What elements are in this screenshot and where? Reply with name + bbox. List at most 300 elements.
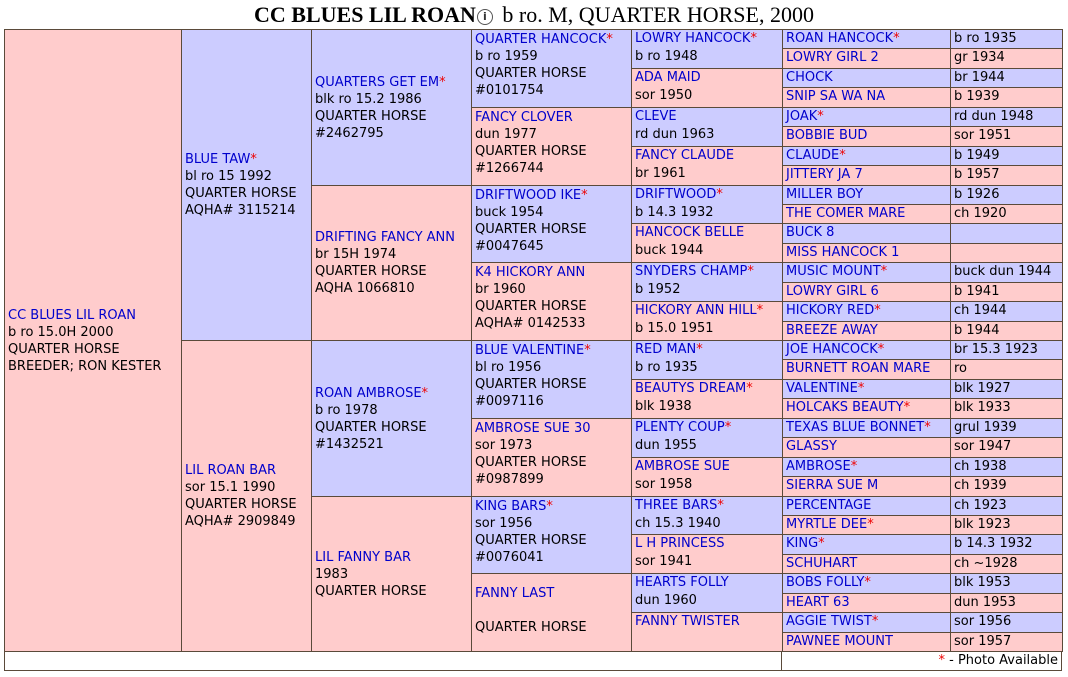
horse-info	[954, 225, 958, 240]
horse-name-link[interactable]	[786, 459, 851, 474]
horse-name-link[interactable]	[635, 264, 747, 279]
gen5-name-cell	[782, 29, 951, 49]
horse-name-link[interactable]	[786, 614, 872, 629]
horse-info-line: #1432521	[315, 436, 384, 452]
gen4-cell	[631, 29, 783, 69]
gen5-info-cell	[950, 165, 1063, 186]
horse-name-link[interactable]	[185, 152, 250, 167]
horse-info-line: sor 1950	[635, 88, 693, 103]
horse-name: CHOCK	[786, 70, 833, 85]
horse-name: PAWNEE MOUNT	[786, 634, 893, 649]
horse-info-line: b ro 1978	[315, 402, 378, 418]
gen4-cell	[631, 612, 783, 652]
gen5-name-cell	[782, 204, 951, 224]
photo-star: *	[864, 575, 871, 590]
gen5-name-cell	[782, 146, 951, 166]
horse-name-link[interactable]	[786, 89, 885, 104]
horse-name: THREE BARS	[635, 498, 718, 513]
horse-info-line: #0076041	[475, 550, 544, 565]
footer-blank-cell	[4, 651, 782, 671]
horse-info-line: QUARTER HORSE	[315, 419, 427, 435]
horse-info-line: blk 1938	[635, 399, 692, 414]
horse-info: gr 1934	[954, 50, 1005, 65]
gen5-info-cell	[950, 204, 1063, 224]
gen5-name-cell	[782, 243, 951, 263]
horse-name-link[interactable]	[786, 109, 817, 124]
photo-star: *	[857, 381, 865, 396]
horse-entry	[475, 31, 628, 99]
gen5-info-cell	[950, 282, 1063, 302]
photo-star: *	[606, 32, 613, 47]
horse-info: dun 1953	[954, 595, 1016, 610]
horse-info: rd dun 1948	[954, 109, 1034, 124]
gen5-name-cell	[782, 573, 951, 594]
gen5-info-cell	[950, 554, 1063, 574]
horse-name: LOWRY HANCOCK	[635, 31, 751, 46]
gen3-cell	[471, 340, 632, 419]
horse-name-link[interactable]	[315, 386, 422, 401]
horse-info: grul 1939	[954, 420, 1017, 435]
photo-star: *	[746, 381, 753, 396]
horse-name-link[interactable]	[786, 148, 839, 163]
gen5-name-cell	[782, 126, 951, 147]
gen5-info-cell	[950, 379, 1063, 399]
photo-star: *	[250, 152, 257, 167]
photo-star: *	[717, 498, 724, 513]
gen5-info-cell	[950, 398, 1063, 419]
horse-name-link[interactable]	[635, 381, 746, 396]
gen5-name-cell	[782, 185, 951, 205]
horse-name: FANNY LAST	[475, 586, 555, 601]
horse-info-line: blk ro 15.2 1986	[315, 91, 422, 107]
horse-name: HANCOCK BELLE	[635, 225, 745, 240]
horse-entry	[185, 151, 308, 219]
horse-name: HEART 63	[786, 595, 850, 610]
horse-entry	[475, 187, 628, 255]
horse-name: FANCY CLAUDE	[635, 148, 735, 163]
horse-name-link[interactable]	[786, 70, 833, 85]
horse-name-link[interactable]	[475, 265, 585, 280]
horse-name: KING BARS	[475, 499, 547, 514]
gen4-cell	[631, 262, 783, 302]
horse-name-link[interactable]	[635, 225, 744, 240]
horse-entry	[475, 420, 628, 488]
gen2-cell	[311, 185, 472, 341]
horse-info-line: QUARTER HORSE	[475, 377, 587, 392]
horse-name: AGGIE TWIST	[786, 614, 872, 629]
gen5-info-cell	[950, 359, 1063, 380]
horse-info-line: dun 1955	[635, 438, 697, 453]
horse-name: MISS HANCOCK 1	[786, 245, 900, 260]
horse-info-line: #0097116	[475, 394, 544, 409]
horse-name-link[interactable]	[635, 536, 725, 551]
gen5-info-cell	[950, 243, 1063, 263]
photo-star: *	[817, 109, 824, 124]
horse-name-link[interactable]	[635, 109, 677, 124]
gen5-name-cell	[782, 632, 951, 652]
horse-name-link[interactable]	[635, 342, 696, 357]
horse-info: buck dun 1944	[954, 264, 1052, 279]
horse-name: DRIFTING FANCY ANN	[315, 230, 455, 245]
horse-info-line: b 14.3 1932	[635, 205, 714, 220]
horse-info-line: buck 1954	[475, 205, 544, 220]
horse-info: blk 1923	[954, 517, 1011, 532]
horse-name: HOLCAKS BEAUTY	[786, 400, 904, 415]
horse-name-link[interactable]	[786, 536, 818, 551]
horse-name-link[interactable]	[635, 459, 730, 474]
horse-name: SNIP SA WA NA	[786, 89, 886, 104]
photo-star: *	[893, 31, 900, 46]
horse-info-line: bl ro 15 1992	[185, 169, 272, 184]
horse-name-link[interactable]	[786, 323, 878, 338]
horse-name-link[interactable]	[786, 517, 867, 532]
horse-info-line: QUARTER HORSE	[185, 186, 297, 201]
horse-info-line: #0101754	[475, 83, 544, 98]
horse-name-link[interactable]	[315, 550, 411, 565]
horse-name: HEARTS FOLLY	[635, 575, 729, 590]
horse-name: BUCK 8	[786, 225, 835, 240]
horse-name: VALENTINE	[786, 381, 858, 396]
horse-name-link[interactable]	[635, 70, 701, 85]
horse-name: BURNETT ROAN MARE	[786, 361, 931, 376]
horse-info-line: QUARTER HORSE	[315, 264, 427, 279]
gen3-cell	[471, 29, 632, 108]
horse-info: b 1939	[954, 89, 1000, 104]
horse-info-line: sor 1956	[475, 516, 533, 531]
horse-name: SIERRA SUE M	[786, 478, 879, 493]
gen4-cell	[631, 457, 783, 497]
gen4-cell	[631, 496, 783, 535]
horse-info-line: ch 15.3 1940	[635, 516, 721, 531]
photo-star: *	[850, 459, 858, 474]
horse-info: b 1926	[954, 187, 1000, 202]
photo-star: *	[877, 342, 885, 357]
title-details: b ro. M, QUARTER HORSE, 2000	[496, 2, 814, 27]
horse-info: sor 1957	[954, 634, 1012, 649]
horse-name: AMBROSE SUE	[635, 459, 730, 474]
gen5-name-cell	[782, 301, 951, 322]
horse-name: JITTERY JA 7	[786, 167, 863, 182]
horse-name-link[interactable]	[786, 361, 930, 376]
gen5-info-cell	[950, 534, 1063, 555]
gen5-name-cell	[782, 282, 951, 302]
horse-info-line: sor 15.1 1990	[185, 480, 276, 495]
photo-star: *	[696, 342, 703, 357]
gen5-info-cell	[950, 126, 1063, 147]
horse-name-link[interactable]	[786, 31, 893, 46]
gen5-name-cell	[782, 321, 951, 341]
gen5-name-cell	[782, 534, 951, 555]
gen5-name-cell	[782, 593, 951, 613]
photo-star: *	[581, 188, 588, 203]
gen5-info-cell	[950, 107, 1063, 127]
horse-name-link[interactable]	[185, 463, 276, 478]
gen2-cell	[311, 340, 472, 497]
horse-info: b ro 1935	[954, 31, 1017, 46]
horse-info: blk 1953	[954, 575, 1011, 590]
gen2-cell	[311, 496, 472, 652]
horse-name-link[interactable]	[786, 439, 837, 454]
horse-info-line: QUARTER HORSE	[475, 299, 587, 314]
horse-name: LOWRY GIRL 2	[786, 50, 879, 65]
photo-star: *	[421, 385, 429, 401]
gen5-info-cell	[950, 476, 1063, 497]
horse-info-line: br 15H 1974	[315, 247, 397, 262]
horse-info-line: QUARTER HORSE	[315, 583, 427, 599]
gen5-info-cell	[950, 340, 1063, 360]
horse-name: BLUE TAW	[185, 152, 251, 167]
horse-entry	[475, 498, 628, 566]
horse-info: br 1944	[954, 70, 1005, 85]
photo-star: *	[750, 31, 757, 46]
gen2-cell	[311, 29, 472, 186]
horse-info-line: #1266744	[475, 161, 544, 176]
horse-name-link[interactable]	[786, 167, 863, 182]
gen5-info-cell	[950, 418, 1063, 438]
horse-name: FANCY CLOVER	[475, 110, 573, 125]
horse-info-line: QUARTER HORSE	[475, 222, 587, 237]
horse-entry	[475, 575, 628, 636]
horse-info: sor 1951	[954, 128, 1012, 143]
horse-name-link[interactable]	[786, 264, 881, 279]
gen5-name-cell	[782, 398, 951, 419]
photo-star: *	[439, 74, 446, 90]
horse-info-line: AQHA# 2909849	[185, 514, 296, 529]
horse-name-link[interactable]	[786, 575, 864, 590]
horse-name-link[interactable]	[786, 478, 878, 493]
photo-star: *	[716, 187, 723, 202]
horse-name-link[interactable]	[635, 148, 734, 163]
horse-name: CLAUDE	[786, 148, 840, 163]
horse-name-link[interactable]	[475, 110, 573, 125]
horse-name-link[interactable]	[786, 284, 879, 299]
horse-name: LOWRY GIRL 6	[786, 284, 879, 299]
gen5-name-cell	[782, 418, 951, 438]
horse-name-link[interactable]	[475, 188, 581, 203]
horse-name-link[interactable]	[786, 303, 874, 318]
gen4-cell	[631, 418, 783, 458]
horse-info-line: AQHA 1066810	[315, 281, 415, 296]
horse-name: BOBBIE BUD	[786, 128, 868, 143]
horse-name-link[interactable]	[315, 75, 439, 90]
gen4-cell	[631, 146, 783, 186]
gen4-cell	[631, 301, 783, 341]
horse-name-link[interactable]	[635, 420, 725, 435]
photo-star: *	[584, 343, 591, 358]
horse-name: BOBS FOLLY	[786, 575, 865, 590]
horse-name-link[interactable]	[475, 32, 606, 47]
horse-info: sor 1947	[954, 439, 1012, 454]
horse-info-line: QUARTER HORSE	[185, 497, 297, 512]
horse-name: JOAK	[786, 109, 818, 124]
horse-info-line: b 1952	[635, 282, 681, 297]
horse-name: KING	[786, 536, 819, 551]
horse-info-line: QUARTER HORSE	[8, 341, 120, 357]
horse-entry	[475, 342, 628, 410]
gen5-name-cell	[782, 457, 951, 477]
horse-name: BEAUTYS DREAM	[635, 381, 747, 396]
gen5-name-cell	[782, 437, 951, 458]
gen5-name-cell	[782, 340, 951, 360]
horse-name-link[interactable]	[786, 245, 899, 260]
horse-name: FANNY TWISTER	[635, 614, 740, 629]
horse-name-link[interactable]	[635, 31, 750, 46]
horse-info-line: #2462795	[315, 125, 384, 141]
photo-star: *	[871, 614, 879, 629]
horse-name: AMBROSE	[786, 459, 851, 474]
gen4-cell	[631, 68, 783, 108]
horse-info-line: dun 1960	[635, 593, 697, 608]
horse-name-link[interactable]	[786, 187, 863, 202]
gen5-info-cell	[950, 612, 1063, 633]
horse-name-link[interactable]	[475, 421, 591, 436]
photo-star: *	[818, 536, 825, 551]
horse-name: MUSIC MOUNT	[786, 264, 881, 279]
horse-name-link[interactable]	[786, 381, 858, 396]
gen5-name-cell	[782, 359, 951, 380]
info-icon[interactable]: i	[477, 9, 493, 25]
horse-info-line: QUARTER HORSE	[475, 533, 587, 548]
gen4-cell	[631, 107, 783, 147]
horse-info-line: 1983	[315, 566, 349, 582]
gen5-info-cell	[950, 185, 1063, 205]
gen5-info-cell	[950, 496, 1063, 516]
gen1-cell	[181, 29, 312, 341]
horse-info-line: br 1961	[635, 166, 686, 181]
gen5-info-cell	[950, 437, 1063, 458]
horse-name: MILLER BOY	[786, 187, 864, 202]
photo-star: *	[546, 499, 553, 514]
horse-name-link[interactable]	[635, 187, 716, 202]
horse-info-line: AQHA# 0142533	[475, 316, 586, 331]
photo-star: *	[747, 264, 754, 279]
horse-name-link[interactable]	[786, 556, 857, 571]
horse-name-link[interactable]	[786, 342, 878, 357]
horse-name-link[interactable]	[635, 498, 717, 513]
horse-name-link[interactable]	[475, 343, 584, 358]
gen5-info-cell	[950, 262, 1063, 283]
horse-info: ro	[954, 361, 968, 376]
gen5-info-cell	[950, 632, 1063, 652]
horse-info-line: dun 1977	[475, 127, 537, 142]
photo-star: *	[839, 148, 846, 163]
horse-entry	[315, 385, 468, 453]
horse-name-link[interactable]	[635, 575, 729, 590]
horse-name: PERCENTAGE	[786, 498, 872, 513]
gen5-name-cell	[782, 476, 951, 497]
horse-info-line: AQHA# 3115214	[185, 203, 296, 218]
horse-info-line: QUARTER HORSE	[475, 620, 587, 635]
horse-name-link[interactable]	[786, 420, 924, 435]
horse-name: LIL ROAN BAR	[185, 463, 277, 478]
horse-info-line: br 1960	[475, 282, 526, 297]
horse-info: ch 1944	[954, 303, 1007, 318]
gen5-name-cell	[782, 48, 951, 69]
horse-info-line: QUARTER HORSE	[475, 144, 587, 159]
horse-info	[954, 245, 958, 260]
gen3-cell	[471, 107, 632, 186]
horse-name: ROAN HANCOCK	[786, 31, 894, 46]
gen5-name-cell	[782, 68, 951, 88]
horse-name-link[interactable]	[786, 50, 879, 65]
gen5-info-cell	[950, 573, 1063, 594]
photo-star: *	[756, 303, 764, 318]
horse-name-link[interactable]	[475, 586, 554, 601]
horse-name: QUARTER HANCOCK	[475, 32, 607, 47]
photo-star: *	[903, 400, 911, 415]
horse-name: TEXAS BLUE BONNET	[786, 420, 925, 435]
horse-name: HICKORY RED	[786, 303, 875, 318]
horse-info: ch 1939	[954, 478, 1007, 493]
gen5-info-cell	[950, 68, 1063, 88]
gen5-name-cell	[782, 515, 951, 535]
gen5-name-cell	[782, 107, 951, 127]
horse-name-link[interactable]	[8, 308, 136, 323]
gen5-info-cell	[950, 321, 1063, 341]
horse-info-line: b ro 1959	[475, 49, 538, 64]
gen5-name-cell	[782, 612, 951, 633]
horse-name: AMBROSE SUE 30	[475, 421, 591, 436]
horse-name-link[interactable]	[786, 206, 905, 221]
legend-text: - Photo Available	[944, 653, 1058, 668]
horse-name-link[interactable]	[786, 225, 834, 240]
horse-info: ch ~1928	[954, 556, 1018, 571]
photo-star: *	[880, 264, 888, 279]
horse-name-link[interactable]	[475, 499, 546, 514]
horse-name: K4 HICKORY ANN	[475, 265, 586, 280]
horse-info-line: sor 1958	[635, 477, 693, 492]
gen5-name-cell	[782, 223, 951, 244]
horse-name: GLASSY	[786, 439, 837, 454]
photo-star: *	[867, 517, 874, 532]
horse-name-link[interactable]	[786, 128, 867, 143]
gen3-cell	[471, 185, 632, 263]
horse-info: blk 1927	[954, 381, 1011, 396]
gen5-info-cell	[950, 515, 1063, 535]
horse-info-line: QUARTER HORSE	[475, 66, 587, 81]
horse-name-link[interactable]	[786, 400, 904, 415]
gen3-cell	[471, 573, 632, 652]
gen4-cell	[631, 534, 783, 574]
horse-name-link[interactable]	[786, 634, 893, 649]
horse-info-line: #0047645	[475, 239, 544, 254]
horse-name: DRIFTWOOD	[635, 187, 717, 202]
horse-name-link[interactable]	[635, 303, 757, 318]
horse-info-line: QUARTER HORSE	[315, 108, 427, 124]
page-title	[0, 0, 1068, 30]
horse-name: ROAN AMBROSE	[315, 385, 422, 401]
horse-name: JOE HANCOCK	[786, 342, 878, 357]
horse-name: ADA MAID	[635, 70, 701, 85]
horse-info-line: BREEDER; RON KESTER	[8, 358, 162, 374]
horse-info-line: b 15.0 1951	[635, 321, 714, 336]
gen3-cell	[471, 262, 632, 341]
horse-info-line: buck 1944	[635, 243, 704, 258]
horse-name-link[interactable]	[315, 230, 455, 245]
horse-info-line: b ro 1948	[635, 49, 698, 64]
horse-name: BLUE VALENTINE	[475, 343, 585, 358]
gen5-info-cell	[950, 146, 1063, 166]
horse-name-link[interactable]	[786, 595, 850, 610]
horse-info-line: sor 1941	[635, 554, 693, 569]
horse-name-link[interactable]	[786, 498, 871, 513]
gen4-cell	[631, 573, 783, 613]
horse-name-link[interactable]	[635, 614, 740, 629]
horse-name: CLEVE	[635, 109, 677, 124]
gen5-name-cell	[782, 165, 951, 186]
horse-entry	[475, 264, 628, 332]
horse-name: QUARTERS GET EM	[315, 74, 440, 90]
